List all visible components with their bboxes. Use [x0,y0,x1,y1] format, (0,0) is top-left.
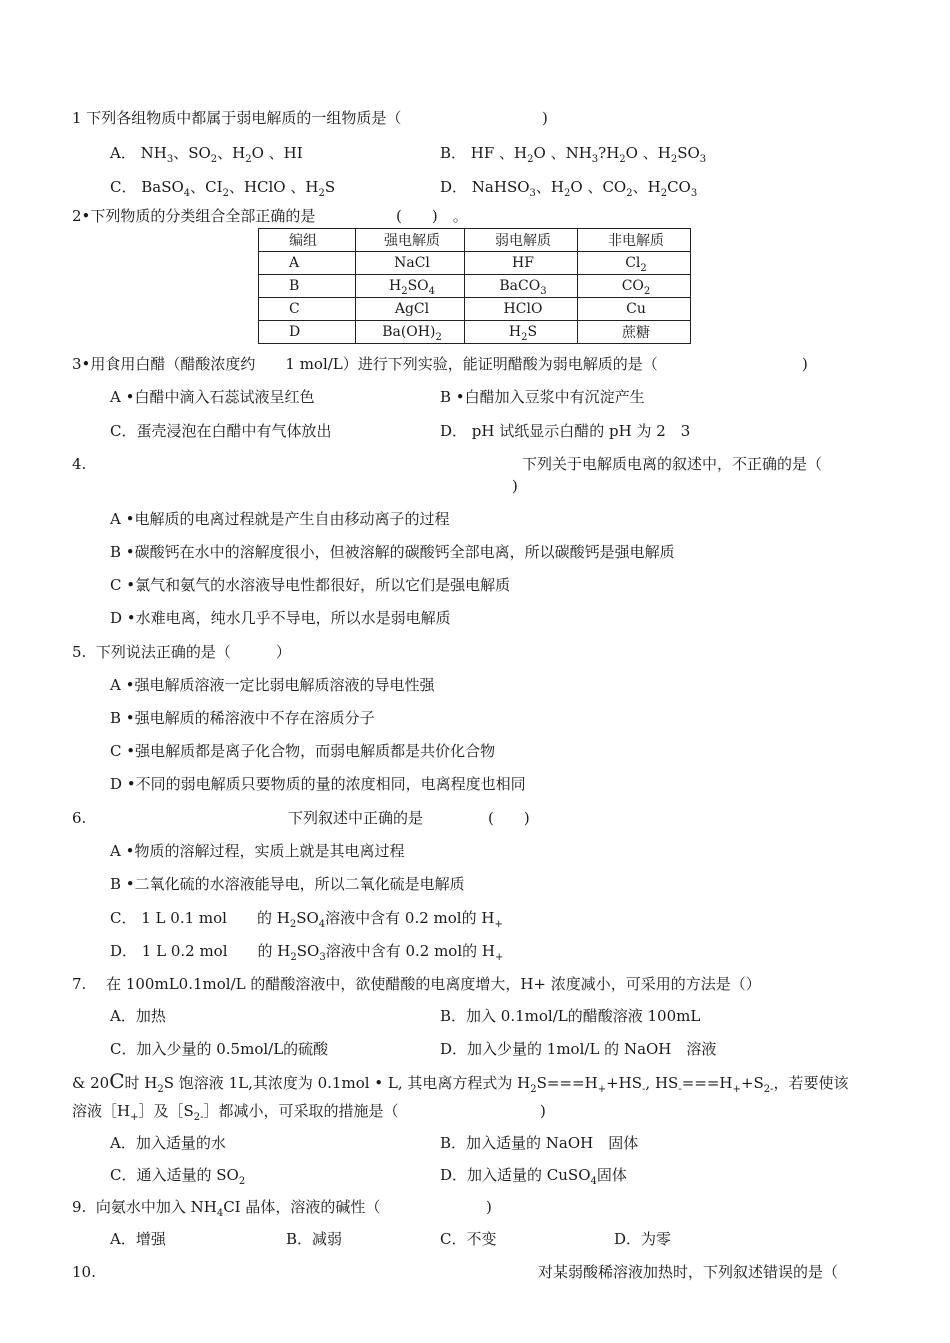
q5-option-a: A •强电解质溶液一定比弱电解质溶液的导电性强 [110,676,435,694]
q4-option-c: C •氯气和氨气的水溶液导电性都很好，所以它们是强电解质 [110,576,511,594]
table-header: 编组 [259,229,356,252]
q8-option-a: A．加入适量的水 [110,1134,226,1152]
table-cell: HClO [465,298,578,321]
q6-paren: ( ) [488,809,530,827]
q4-option-a: A •电解质的电离过程就是产生自由移动离子的过程 [110,510,450,528]
q8-option-d: D．加入适量的 CuSO$_4$固体 [440,1166,627,1187]
q6-option-d: D． 1 L 0.2 mol 的 $H_2SO_3$溶液中含有 0.2 mol的 $H_+$ [110,942,504,963]
q1-option-c: C． BaSO$_4$、$CI_2$、HClO 、$H_2S$ [110,178,336,199]
q9-stem: 9. 向氨水中加入 $NH_4CI$ 晶体，溶液的碱性（ ) [72,1198,492,1219]
table-row [259,252,691,275]
table-row [259,298,691,321]
q6-option-a: A •物质的溶解过程，实质上就是其电离过程 [110,842,405,860]
q4-option-b: B •碳酸钙在水中的溶解度很小，但被溶解的碳酸钙全部电离，所以碳酸钙是强电解质 [110,543,675,561]
q3-stem: 3•用食用白醋（醋酸浓度约 1 mol/L）进行下列实验，能证明醋酸为弱电解质的是（ ) [72,355,808,373]
table-cell: AgCl [356,298,465,321]
table-header-row [259,229,691,252]
q2-stem: 2•下列物质的分类组合全部正确的是 ( ) 。 [72,207,468,225]
q6-option-c: C． 1 L 0.1 mol 的 $H_2SO_4$溶液中含有 0.2 mol的 $H_+$ [110,909,503,930]
q6-stem: 下列叙述中正确的是 [288,809,424,827]
table-cell: A [259,252,356,275]
table-cell: Cu [578,298,691,321]
table-cell: $H_2SO_4$ [356,275,465,298]
q8-stem-line1: & 20C时 $H_2S$ 饱溶液 1L,其浓度为 0.1mol • L, 其电离方程式为 $H_2S===H_++HS_-$, $HS_-===H_++S_{2-}$，若要使该 [72,1069,849,1095]
q3-option-d: D． pH 试纸显示白醋的 pH 为 2 3 [440,422,691,440]
q7-option-d: D．加入少量的 1mol/L 的 NaOH 溶液 [440,1040,717,1058]
q3-option-a: A •白醋中滴入石蕊试液呈红色 [110,388,315,406]
q3-option-b: B •白醋加入豆浆中有沉淀产生 [440,388,645,406]
q7-option-c: C．加入少量的 0.5mol/L的硫酸 [110,1040,329,1058]
table-cell: $Cl_2$ [578,252,691,275]
q10-number: 10. [72,1263,96,1281]
q6-number: 6. [72,809,87,827]
table-header: 强电解质 [356,229,465,252]
table-row [259,321,691,344]
q9-option-d: D．为零 [614,1230,672,1248]
q3-option-c: C．蛋壳浸泡在白醋中有气体放出 [110,422,332,440]
q5-stem: 5. 下列说法正确的是（ ） [72,643,291,661]
classification-table [258,228,691,344]
q5-option-b: B •强电解质的稀溶液中不存在溶质分子 [110,709,375,727]
table-cell: $CO_2$ [578,275,691,298]
q9-option-c: C．不变 [440,1230,497,1248]
q1-stem: 1 下列各组物质中都属于弱电解质的一组物质是（ ) [72,109,548,127]
table-header: 弱电解质 [465,229,578,252]
q4-stem: 下列关于电解质电离的叙述中，不正确的是（ [522,455,823,473]
q7-stem: 7. 在 100mL0.1mol/L 的醋酸溶液中，欲使醋酸的电离度增大，H+ 浓度减小，可采用的方法是（） [72,975,761,993]
table-row [259,275,691,298]
q1-option-d: D． NaHSO$_3$、$H_2O$ 、$CO_2$、$H_2CO_3$ [440,178,698,199]
table-cell: C [259,298,356,321]
table-cell: NaCl [356,252,465,275]
q8-option-b: B．加入适量的 NaOH 固体 [440,1134,639,1152]
table-cell: D [259,321,356,344]
q4-option-d: D •水难电离，纯水几乎不导电，所以水是弱电解质 [110,609,451,627]
q8-option-c: C．通入适量的 $SO_2$ [110,1166,246,1187]
q7-option-b: B．加入 0.1mol/L的醋酸溶液 100mL [440,1007,701,1025]
q8-stem-line2: 溶液$[H_+]$及$[S_{2-}]$都减小，可采取的措施是（ ) [72,1102,546,1123]
table-cell: HF [465,252,578,275]
table-cell: BaCO$_3$ [465,275,578,298]
table-header: 非电解质 [578,229,691,252]
table-cell: 蔗糖 [578,321,691,344]
q5-option-c: C •强电解质都是离子化合物，而弱电解质都是共价化合物 [110,742,496,760]
q9-option-b: B．减弱 [286,1230,343,1248]
q5-option-d: D •不同的弱电解质只要物质的量的浓度相同，电离程度也相同 [110,775,526,793]
q6-option-b: B •二氧化硫的水溶液能导电，所以二氧化硫是电解质 [110,875,465,893]
q4-number: 4. [72,455,87,473]
table-cell: $Ba(OH)_2$ [356,321,465,344]
q7-option-a: A．加热 [110,1007,166,1025]
table-cell: $H_2S$ [465,321,578,344]
q4-close: ) [512,477,518,495]
table-cell: B [259,275,356,298]
q1-option-b: B． HF 、$H_2O$ 、$NH_3?H_2O$ 、$H_2SO_3$ [440,144,707,165]
q1-option-a: A． $NH_3$、$SO_2$、$H_2O$ 、HI [110,144,303,165]
q10-stem: 对某弱酸稀溶液加热时，下列叙述错误的是（ [538,1263,839,1281]
q9-option-a: A．增强 [110,1230,166,1248]
